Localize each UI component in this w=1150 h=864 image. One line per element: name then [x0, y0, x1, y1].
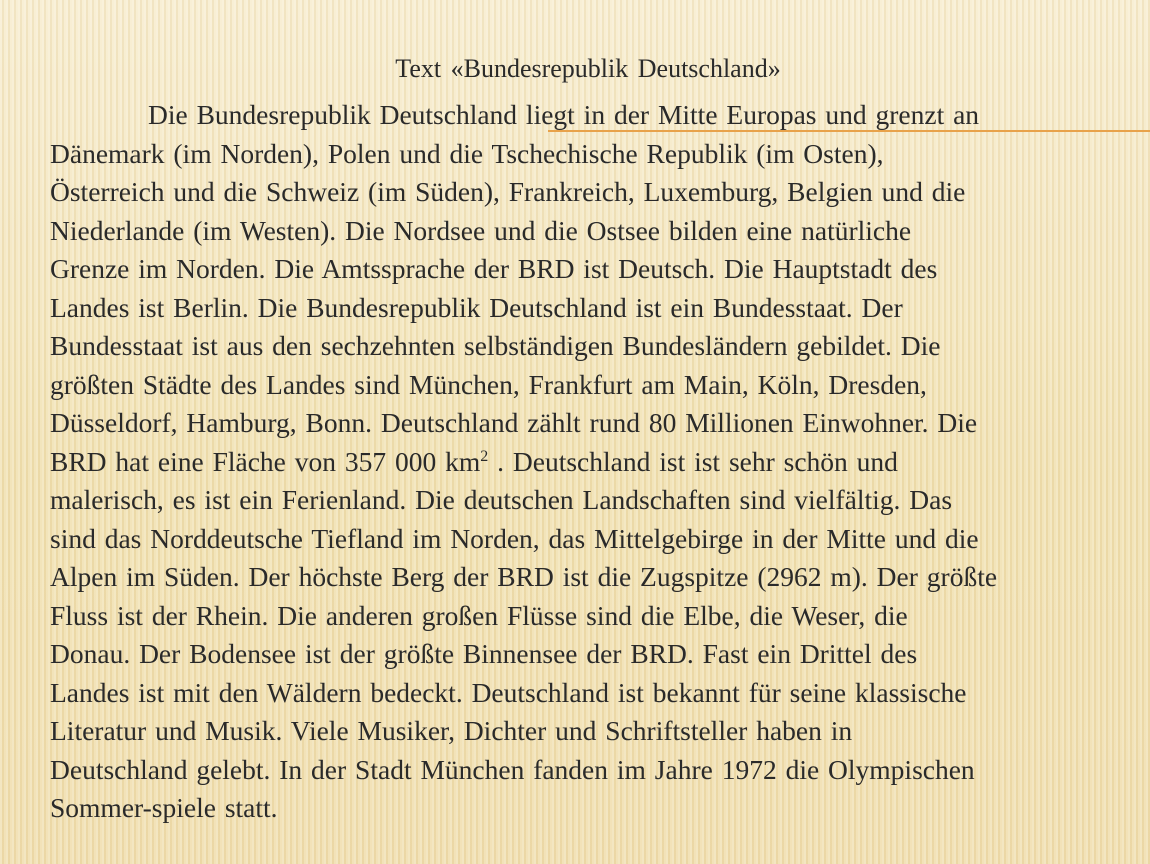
text-line: malerisch, es ist ein Ferienland. Die deutschen Landschaften sind vielfältig. Das [50, 484, 953, 515]
text-line: Österreich und die Schweiz (im Süden), Frankreich, Luxemburg, Belgien und die [50, 176, 966, 207]
area-text-prefix: BRD hat eine Fläche von 357 000 km [50, 445, 481, 477]
text-line: Literatur und Musik. Viele Musiker, Dichter und Schriftsteller haben in [50, 715, 853, 746]
text-line: Deutschland gelebt. In der Stadt München fanden im Jahre 1972 die Olympischen [50, 753, 975, 785]
slide-title: Text «Bundesrepublik Deutschland» [395, 54, 781, 83]
text-line: Bundesstaat ist aus den sechzehnten selbständigen Bundesländern gebildet. Die [50, 330, 941, 361]
text-line: größten Städte des Landes sind München, Frankfurt am Main, Köln, Dresden, [50, 368, 927, 400]
text-line: Sommer-spiele statt. [50, 792, 278, 823]
area-text-suffix: . Deutschland ist ist sehr schön und [488, 445, 898, 477]
text-line: Niederlande (im Westen). Die Nordsee und die Ostsee bilden eine natürliche [50, 214, 912, 246]
text-line: Düsseldorf, Hamburg, Bonn. Deutschland zählt rund 80 Millionen Einwohner. Die [50, 407, 978, 438]
text-line: Dänemark (im Norden), Polen und die Tschechische Republik (im Osten), [50, 137, 884, 169]
text-line: Fluss ist der Rhein. Die anderen großen Flüsse sind die Elbe, die Weser, die [50, 599, 908, 631]
area-superscript: 2 [480, 447, 489, 465]
text-line: Landes ist Berlin. Die Bundesrepublik Deutschland ist ein Bundesstaat. Der [50, 291, 903, 323]
body-text [50, 96, 1140, 828]
text-line: sind das Norddeutsche Tiefland im Norden, das Mittelgebirge in der Mitte und die [50, 522, 979, 554]
text-line: Landes ist mit den Wäldern bedeckt. Deutschland ist bekannt für seine klassische [50, 676, 967, 708]
text-line: Grenze im Norden. Die Amtssprache der BRD ist Deutsch. Die Hauptstadt des [50, 253, 938, 284]
text-line: Alpen im Süden. Der höchste Berg der BRD ist die Zugspitze (2962 m). Der größte [50, 561, 998, 592]
text-line-area [50, 443, 1140, 482]
text-line: Donau. Der Bodensee ist der größte Binnensee der BRD. Fast ein Drittel des [50, 638, 918, 669]
text-line: Die Bundesrepublik Deutschland liegt in der Mitte Europas und grenzt an [148, 99, 980, 130]
